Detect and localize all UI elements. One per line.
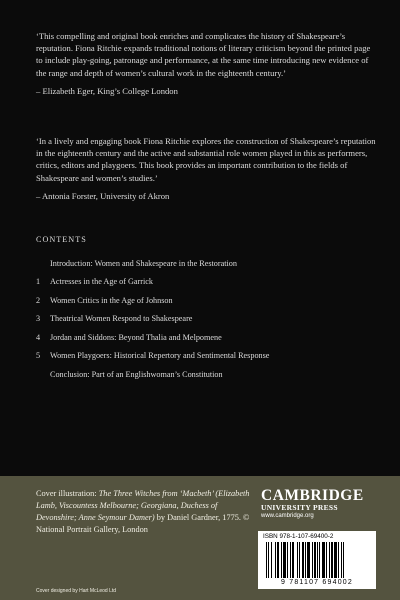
toc-title: Jordan and Siddons: Beyond Thalia and Melpomene xyxy=(50,332,222,342)
toc-title: Introduction: Women and Shakespeare in the Restoration xyxy=(50,258,237,268)
barcode-image xyxy=(266,542,368,578)
toc-item xyxy=(36,254,376,273)
toc-title: Women Critics in the Age of Johnson xyxy=(50,295,173,305)
barcode-digits: 9 781107 694002 xyxy=(281,579,353,586)
barcode-bar xyxy=(317,542,318,578)
barcode-bar xyxy=(277,542,279,578)
barcode-panel xyxy=(258,531,376,589)
toc-item xyxy=(36,291,376,310)
toc-number: 4 xyxy=(36,332,41,342)
toc-number: 2 xyxy=(36,295,41,305)
toc-title: Conclusion: Part of an Englishwoman’s Constitution xyxy=(50,369,223,379)
cover-rest: by Daniel Gardner, 1775. © National Portrait Gallery, London xyxy=(36,513,250,534)
toc-number: 1 xyxy=(36,277,41,287)
publisher-url: www.cambridge.org xyxy=(261,513,314,519)
barcode-bar xyxy=(307,542,310,578)
barcode-bar xyxy=(266,542,267,578)
quote-attribution: – Antonia Forster, University of Akron xyxy=(36,190,170,201)
barcode-bar xyxy=(283,542,286,578)
toc-item xyxy=(36,365,376,384)
barcode-bar xyxy=(334,542,337,578)
barcode-bar xyxy=(299,542,300,578)
barcode-bar xyxy=(343,542,344,578)
cover-title: The Three Witches from ‘Macbeth’ (Elizabeth Lamb, Viscountess Melbourne; Georgiana, Duchess of Devonshire; Anne Seymour Damer) xyxy=(36,489,250,522)
cover-illustration-credit xyxy=(36,488,256,536)
barcode-bar xyxy=(271,542,272,578)
publisher-logo xyxy=(261,489,375,520)
barcode-bar xyxy=(329,542,330,578)
toc-item xyxy=(36,328,376,347)
barcode-bar xyxy=(326,542,327,578)
cover-label: Cover illustration: xyxy=(36,489,99,498)
quote-attribution: – Elizabeth Eger, King’s College London xyxy=(36,85,178,96)
toc-number: 5 xyxy=(36,351,41,361)
quote-text: ‘This compelling and original book enriches and complicates the history of Shakespeare’s reputation. Fiona Ritchie expands traditional notions of literary criticism beyond the printed page to include play-going, patronage and performance, at the same time introducing new evidence of the range and depth of women’s cultural work in the eighteenth century.’ xyxy=(36,31,371,78)
barcode-bar xyxy=(302,542,304,578)
toc-item xyxy=(36,310,376,329)
barcode-bar xyxy=(268,542,269,578)
toc-title: Actresses in the Age of Garrick xyxy=(50,277,153,287)
barcode-bar xyxy=(338,542,339,578)
cover-footer-band xyxy=(0,476,400,600)
toc-item xyxy=(36,347,376,366)
toc-title: Women Playgoers: Historical Repertory and Sentimental Response xyxy=(50,351,270,361)
isbn-label: ISBN 978-1-107-69400-2 xyxy=(263,533,334,540)
barcode-bar xyxy=(331,542,333,578)
toc-title: Theatrical Women Respond to Shakespeare xyxy=(50,314,193,324)
barcode-bar xyxy=(297,542,298,578)
barcode-bar xyxy=(319,542,320,578)
review-quote-2 xyxy=(36,135,376,202)
cover-designer-credit: Cover designed by Hart McLeod Ltd xyxy=(36,588,117,594)
barcode-bar xyxy=(290,542,291,578)
barcode-bar xyxy=(314,542,316,578)
barcode-bar xyxy=(322,542,325,578)
publisher-name: CAMBRIDGE xyxy=(261,487,364,504)
toc-number: 3 xyxy=(36,314,41,324)
barcode-bar xyxy=(275,542,276,578)
contents-heading: CONTENTS xyxy=(36,235,87,244)
quote-text: ‘In a lively and engaging book Fiona Ritchie explores the construction of Shakespeare’s reputation in the eighteenth century and the active and substantial role women played in this as performers, critics, editors and playgoers. This book provides an important contribution to the fields of Shakespeare and women’s studies.’ xyxy=(36,136,376,183)
barcode-bar xyxy=(287,542,288,578)
barcode-bar xyxy=(292,542,294,578)
barcode-bar xyxy=(281,542,282,578)
publisher-subname: UNIVERSITY PRESS xyxy=(261,503,338,512)
barcode-bar xyxy=(341,542,342,578)
barcode-bar xyxy=(305,542,306,578)
toc-item xyxy=(36,273,376,292)
review-quote-1 xyxy=(36,30,376,97)
table-of-contents xyxy=(36,235,376,384)
barcode-bar xyxy=(312,542,313,578)
